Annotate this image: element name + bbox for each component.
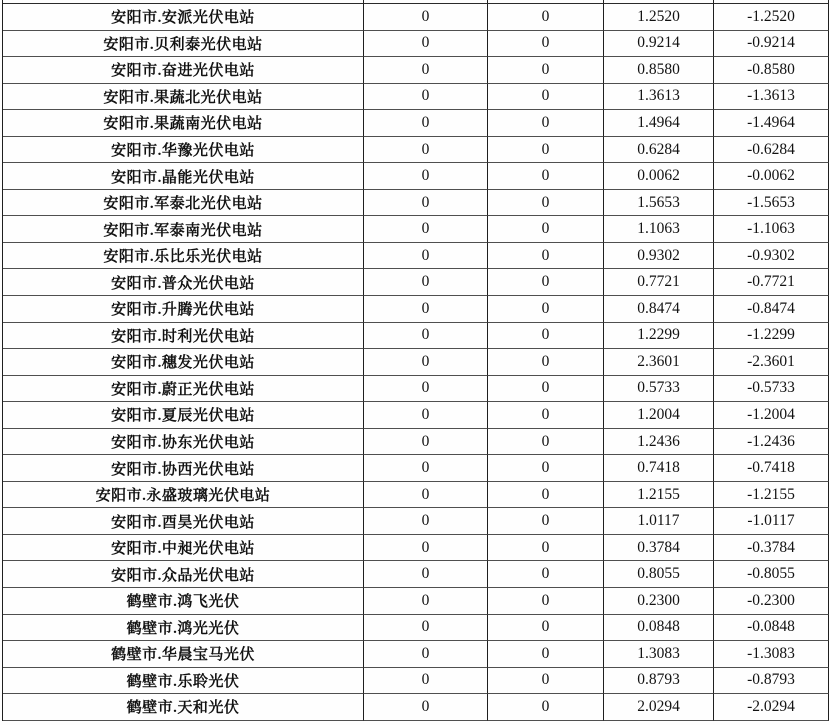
value-cell: 0 <box>364 482 488 509</box>
station-name-cell: 鹤壁市.华晨宝马光伏 <box>3 641 364 668</box>
value-cell: 0 <box>488 694 604 721</box>
value-cell: 0.8580 <box>604 57 714 84</box>
value-cell: 0.9302 <box>604 243 714 270</box>
value-cell: 0.9214 <box>604 31 714 58</box>
value-cell: 1.4964 <box>604 110 714 137</box>
value-cell: -1.1063 <box>714 216 829 243</box>
value-cell: -0.8055 <box>714 561 829 588</box>
value-cell: 0 <box>488 561 604 588</box>
value-cell: 2.0294 <box>604 694 714 721</box>
station-name-cell: 安阳市.乐比乐光伏电站 <box>3 243 364 270</box>
value-cell: 0 <box>488 110 604 137</box>
value-cell: -0.0848 <box>714 615 829 642</box>
value-cell: 0 <box>364 216 488 243</box>
value-cell: 0 <box>364 57 488 84</box>
value-cell: 0 <box>364 84 488 111</box>
value-cell: 0 <box>364 190 488 217</box>
value-cell: -1.0117 <box>714 508 829 535</box>
value-cell: -0.9302 <box>714 243 829 270</box>
station-name-cell: 安阳市.穗发光伏电站 <box>3 349 364 376</box>
station-name-cell: 安阳市.安派光伏电站 <box>3 4 364 31</box>
value-cell: 0 <box>488 535 604 562</box>
value-cell: 0 <box>488 137 604 164</box>
station-name-cell: 安阳市.协东光伏电站 <box>3 429 364 456</box>
value-cell: 0 <box>364 561 488 588</box>
station-name-cell: 安阳市.果蔬南光伏电站 <box>3 110 364 137</box>
value-cell: 0 <box>364 455 488 482</box>
station-name-cell: 安阳市.升腾光伏电站 <box>3 296 364 323</box>
station-data-table <box>2 0 829 721</box>
station-name-cell: 安阳市.永盛玻璃光伏电站 <box>3 482 364 509</box>
value-cell: 0 <box>488 376 604 403</box>
value-cell: -1.2299 <box>714 323 829 350</box>
value-cell: -0.2300 <box>714 588 829 615</box>
value-cell: 2.3601 <box>604 349 714 376</box>
value-cell: 1.0117 <box>604 508 714 535</box>
value-cell: 0.5733 <box>604 376 714 403</box>
value-cell: 0 <box>364 402 488 429</box>
station-name-cell: 安阳市.军泰北光伏电站 <box>3 190 364 217</box>
station-name-cell: 安阳市.果蔬北光伏电站 <box>3 84 364 111</box>
value-cell: 0.7721 <box>604 269 714 296</box>
value-cell: 0 <box>364 376 488 403</box>
value-cell: 0 <box>364 269 488 296</box>
value-cell: 1.2520 <box>604 4 714 31</box>
station-name-cell: 鹤壁市.鸿飞光伏 <box>3 588 364 615</box>
station-name-cell: 安阳市.蔚正光伏电站 <box>3 376 364 403</box>
value-cell: -0.0062 <box>714 163 829 190</box>
value-cell: -1.3613 <box>714 84 829 111</box>
value-cell: 1.2004 <box>604 402 714 429</box>
value-cell: 0 <box>364 588 488 615</box>
value-cell: 0.7418 <box>604 455 714 482</box>
value-cell: 0.3784 <box>604 535 714 562</box>
value-cell: 0 <box>364 110 488 137</box>
value-cell: 0 <box>364 163 488 190</box>
value-cell: 1.3613 <box>604 84 714 111</box>
value-cell: 0 <box>488 402 604 429</box>
value-cell: -1.2155 <box>714 482 829 509</box>
value-cell: 0 <box>364 535 488 562</box>
station-name-cell: 安阳市.华豫光伏电站 <box>3 137 364 164</box>
value-cell: 0 <box>364 349 488 376</box>
value-cell: 0.2300 <box>604 588 714 615</box>
station-name-cell: 安阳市.时利光伏电站 <box>3 323 364 350</box>
value-cell: 0.0848 <box>604 615 714 642</box>
value-cell: 0 <box>488 455 604 482</box>
value-cell: 0 <box>488 163 604 190</box>
station-name-cell: 安阳市.夏辰光伏电站 <box>3 402 364 429</box>
value-cell: 0.0062 <box>604 163 714 190</box>
value-cell: 1.1063 <box>604 216 714 243</box>
value-cell: 0 <box>488 588 604 615</box>
value-cell: -0.7418 <box>714 455 829 482</box>
value-cell: 0 <box>488 84 604 111</box>
value-cell: 0.6284 <box>604 137 714 164</box>
value-cell: -0.6284 <box>714 137 829 164</box>
value-cell: 0 <box>364 615 488 642</box>
value-cell: -1.2520 <box>714 4 829 31</box>
value-cell: -1.5653 <box>714 190 829 217</box>
value-cell: 0 <box>364 243 488 270</box>
value-cell: -2.0294 <box>714 694 829 721</box>
station-name-cell: 安阳市.军泰南光伏电站 <box>3 216 364 243</box>
value-cell: 0 <box>488 4 604 31</box>
value-cell: -0.8580 <box>714 57 829 84</box>
value-cell: -0.7721 <box>714 269 829 296</box>
value-cell: 0 <box>488 668 604 695</box>
value-cell: 1.5653 <box>604 190 714 217</box>
value-cell: 0 <box>488 216 604 243</box>
value-cell: 0 <box>488 508 604 535</box>
value-cell: 0 <box>488 296 604 323</box>
value-cell: 0 <box>488 615 604 642</box>
value-cell: 0 <box>364 694 488 721</box>
value-cell: 1.2436 <box>604 429 714 456</box>
station-name-cell: 鹤壁市.鸿光光伏 <box>3 615 364 642</box>
value-cell: -1.4964 <box>714 110 829 137</box>
value-cell: 0 <box>488 57 604 84</box>
value-cell: -0.5733 <box>714 376 829 403</box>
value-cell: -0.9214 <box>714 31 829 58</box>
value-cell: 0.8055 <box>604 561 714 588</box>
value-cell: 0 <box>364 641 488 668</box>
value-cell: 0 <box>488 31 604 58</box>
station-name-cell: 安阳市.贝利泰光伏电站 <box>3 31 364 58</box>
value-cell: -2.3601 <box>714 349 829 376</box>
station-name-cell: 鹤壁市.天和光伏 <box>3 694 364 721</box>
value-cell: -1.2004 <box>714 402 829 429</box>
value-cell: -0.3784 <box>714 535 829 562</box>
value-cell: 0 <box>488 243 604 270</box>
value-cell: 0 <box>364 668 488 695</box>
value-cell: 0 <box>364 323 488 350</box>
value-cell: 0 <box>488 429 604 456</box>
value-cell: 0 <box>364 508 488 535</box>
value-cell: 0 <box>364 4 488 31</box>
value-cell: 0 <box>488 641 604 668</box>
value-cell: -0.8793 <box>714 668 829 695</box>
station-name-cell: 安阳市.协西光伏电站 <box>3 455 364 482</box>
value-cell: 0 <box>488 190 604 217</box>
station-name-cell: 安阳市.酉昊光伏电站 <box>3 508 364 535</box>
value-cell: 1.2155 <box>604 482 714 509</box>
station-name-cell: 安阳市.众品光伏电站 <box>3 561 364 588</box>
value-cell: 0 <box>488 323 604 350</box>
value-cell: 0 <box>364 296 488 323</box>
value-cell: -0.8474 <box>714 296 829 323</box>
value-cell: 0 <box>364 429 488 456</box>
value-cell: 1.2299 <box>604 323 714 350</box>
value-cell: 1.3083 <box>604 641 714 668</box>
station-name-cell: 安阳市.奋进光伏电站 <box>3 57 364 84</box>
value-cell: 0.8474 <box>604 296 714 323</box>
station-name-cell: 安阳市.普众光伏电站 <box>3 269 364 296</box>
value-cell: 0 <box>364 31 488 58</box>
value-cell: 0 <box>364 137 488 164</box>
value-cell: 0 <box>488 269 604 296</box>
value-cell: 0.8793 <box>604 668 714 695</box>
station-name-cell: 安阳市.中昶光伏电站 <box>3 535 364 562</box>
station-name-cell: 鹤壁市.乐聆光伏 <box>3 668 364 695</box>
value-cell: -1.3083 <box>714 641 829 668</box>
value-cell: 0 <box>488 482 604 509</box>
value-cell: -1.2436 <box>714 429 829 456</box>
station-name-cell: 安阳市.晶能光伏电站 <box>3 163 364 190</box>
value-cell: 0 <box>488 349 604 376</box>
